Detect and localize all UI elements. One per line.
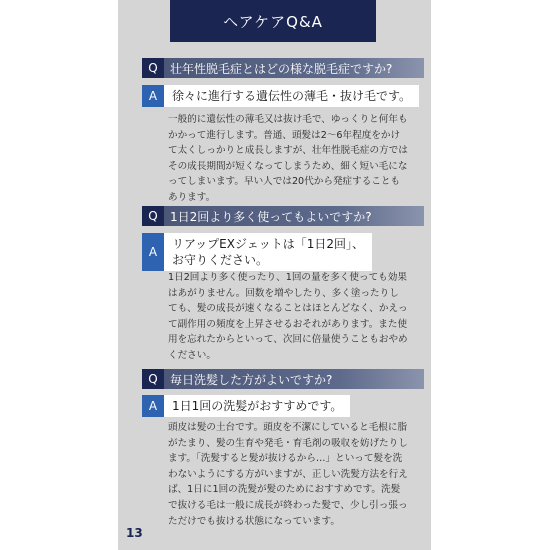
- question-text: 1日2回より多く使ってもよいですか?: [170, 209, 372, 224]
- a-badge: A: [142, 395, 164, 417]
- answer-box-1: [142, 85, 419, 107]
- answer-body-2: 1日2回より多く使ったり、1回の量を多く使っても効果はあがりません。回数を増やしたり、多く塗ったりしても、髪の成長が速くなることはほとんどなく、かえって副作用の頻度を上昇させるおそれがあります。また使用を忘れたからといって、次回に倍量使うこともおやめください。: [168, 272, 408, 361]
- q-badge: Q: [142, 369, 164, 389]
- question-text: 壮年性脱毛症とはどの様な脱毛症ですか?: [170, 61, 393, 76]
- page-header: [170, 0, 376, 42]
- question-bar-3: [142, 369, 424, 389]
- answer-body-3: 頭皮は髪の土台です。頭皮を不潔にしていると毛根に脂がたまり、髪の生育や発毛・育毛剤の吸収を妨げたりします。「洗髪すると髪が抜けるから…」といって髪を洗わないようにする方がいますが、正しい洗髪方法を行えば、1日に1回の洗髪が髪のためにおすすめです。洗髪で抜ける毛は一般に成長が終わった髪で、少し引っ張っただけでも抜ける状態になっています。: [168, 422, 408, 527]
- page: [118, 0, 431, 550]
- question-bar-2: [142, 206, 424, 226]
- page-number: 13: [126, 526, 143, 540]
- header-title: ヘアケアQ&A: [223, 12, 323, 31]
- answer-text: [164, 233, 372, 271]
- q-badge: Q: [142, 58, 164, 78]
- answer-line-1: リアップEXジェットは「1日2回」、: [172, 237, 364, 251]
- answer-text: 徐々に進行する遺伝性の薄毛・抜け毛です。: [164, 85, 419, 107]
- answer-body-1: 一般的に遺伝性の薄毛又は抜け毛で、ゆっくりと何年もかかって進行します。普通、頭髪は2～6年程度をかけて太くしっかりと成長しますが、壮年性脱毛症の方ではその成長期間が短くなってしまうため、細く短い毛になってしまいます。早い人では20代から発症することもあります。: [168, 114, 408, 203]
- answer-box-2: [142, 233, 372, 271]
- q-badge: Q: [142, 206, 164, 226]
- answer-text: 1日1回の洗髪がおすすめです。: [164, 395, 350, 417]
- a-badge: A: [142, 233, 164, 271]
- answer-box-3: [142, 395, 350, 417]
- question-bar-1: [142, 58, 424, 78]
- question-text: 毎日洗髪した方がよいですか?: [170, 372, 333, 387]
- a-badge: A: [142, 85, 164, 107]
- answer-line-2: お守りください。: [172, 253, 269, 267]
